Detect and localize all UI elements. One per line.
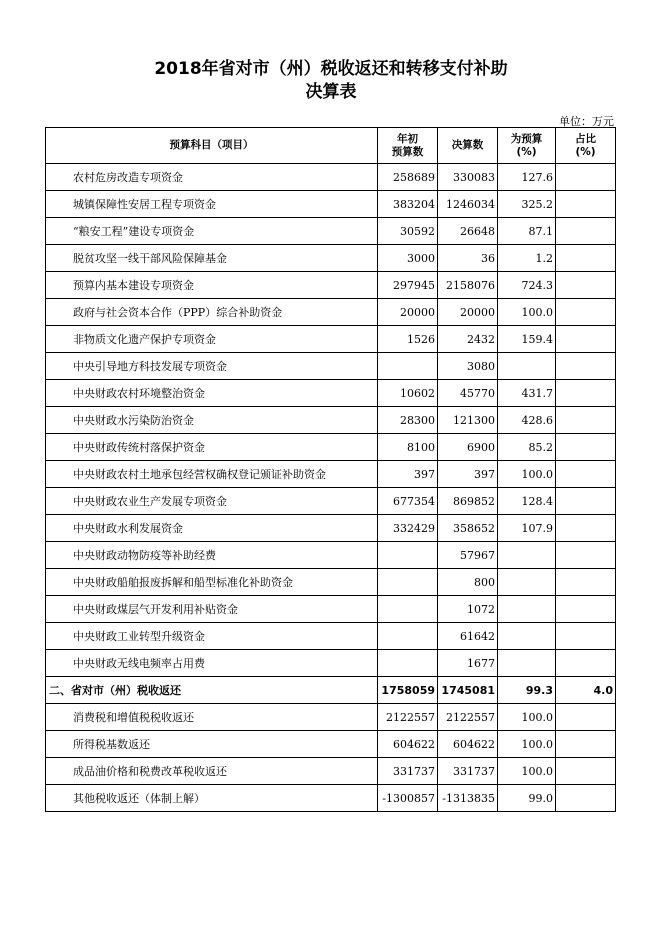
row-item-name: 成品油价格和税费改革税收返还 bbox=[46, 758, 378, 785]
row-budget: 30592 bbox=[378, 218, 438, 245]
table-row bbox=[46, 515, 616, 542]
row-item-name: 中央财政工业转型升级资金 bbox=[46, 623, 378, 650]
table-row bbox=[46, 677, 616, 704]
header-share-line1: 占比 bbox=[575, 132, 596, 145]
row-final: 121300 bbox=[438, 407, 498, 434]
table-row bbox=[46, 407, 616, 434]
row-budget bbox=[378, 596, 438, 623]
row-budget: 383204 bbox=[378, 191, 438, 218]
row-share bbox=[556, 218, 616, 245]
row-ratio: 325.2 bbox=[498, 191, 556, 218]
row-budget: 297945 bbox=[378, 272, 438, 299]
row-final: 20000 bbox=[438, 299, 498, 326]
row-final: 800 bbox=[438, 569, 498, 596]
row-share bbox=[556, 299, 616, 326]
row-ratio bbox=[498, 542, 556, 569]
table-row bbox=[46, 272, 616, 299]
row-share bbox=[556, 407, 616, 434]
row-share bbox=[556, 704, 616, 731]
row-ratio: 1.2 bbox=[498, 245, 556, 272]
header-ratio-line1: 为预算 bbox=[510, 132, 543, 145]
row-ratio: 100.0 bbox=[498, 299, 556, 326]
row-item-name: “粮安工程”建设专项资金 bbox=[46, 218, 378, 245]
row-final: 331737 bbox=[438, 758, 498, 785]
row-share bbox=[556, 785, 616, 812]
table-row bbox=[46, 569, 616, 596]
table-row bbox=[46, 191, 616, 218]
table-row bbox=[46, 650, 616, 677]
row-item-name: 中央财政水污染防治资金 bbox=[46, 407, 378, 434]
row-final: 1072 bbox=[438, 596, 498, 623]
row-final: 26648 bbox=[438, 218, 498, 245]
row-share bbox=[556, 461, 616, 488]
row-ratio: 99.0 bbox=[498, 785, 556, 812]
row-final: 1677 bbox=[438, 650, 498, 677]
row-final: 2432 bbox=[438, 326, 498, 353]
page-title: 2018年省对市（州）税收返还和转移支付补助 bbox=[154, 59, 508, 79]
row-share bbox=[556, 272, 616, 299]
row-item-name: 二、省对市（州）税收返还 bbox=[46, 677, 378, 704]
row-item-name: 中央财政船舶报废拆解和船型标准化补助资金 bbox=[46, 569, 378, 596]
row-item-name: 中央财政无线电频率占用费 bbox=[46, 650, 378, 677]
row-share bbox=[556, 596, 616, 623]
row-item-name: 中央财政农村环境整治资金 bbox=[46, 380, 378, 407]
row-item-name: 非物质文化遗产保护专项资金 bbox=[46, 326, 378, 353]
row-ratio: 85.2 bbox=[498, 434, 556, 461]
header-share bbox=[556, 128, 616, 164]
row-ratio bbox=[498, 596, 556, 623]
table-row bbox=[46, 542, 616, 569]
row-budget: 258689 bbox=[378, 164, 438, 191]
row-final: 61642 bbox=[438, 623, 498, 650]
row-ratio: 431.7 bbox=[498, 380, 556, 407]
row-share: 4.0 bbox=[556, 677, 616, 704]
table-row bbox=[46, 596, 616, 623]
row-budget bbox=[378, 542, 438, 569]
row-budget: 2122557 bbox=[378, 704, 438, 731]
row-final: 2158076 bbox=[438, 272, 498, 299]
row-budget: 1526 bbox=[378, 326, 438, 353]
row-budget: 10602 bbox=[378, 380, 438, 407]
row-budget: 28300 bbox=[378, 407, 438, 434]
table-row bbox=[46, 218, 616, 245]
row-budget: -1300857 bbox=[378, 785, 438, 812]
row-item-name: 中央财政煤层气开发利用补贴资金 bbox=[46, 596, 378, 623]
row-share bbox=[556, 326, 616, 353]
page-subtitle: 决算表 bbox=[305, 82, 357, 102]
row-share bbox=[556, 434, 616, 461]
header-final: 决算数 bbox=[438, 128, 498, 164]
row-final: 869852 bbox=[438, 488, 498, 515]
row-final: -1313835 bbox=[438, 785, 498, 812]
row-budget bbox=[378, 650, 438, 677]
row-budget bbox=[378, 353, 438, 380]
row-final: 45770 bbox=[438, 380, 498, 407]
row-ratio bbox=[498, 353, 556, 380]
row-ratio bbox=[498, 569, 556, 596]
row-ratio: 100.0 bbox=[498, 758, 556, 785]
row-share bbox=[556, 380, 616, 407]
row-budget: 3000 bbox=[378, 245, 438, 272]
row-item-name: 其他税收返还（体制上解） bbox=[46, 785, 378, 812]
table-row bbox=[46, 704, 616, 731]
row-budget: 1758059 bbox=[378, 677, 438, 704]
row-final: 604622 bbox=[438, 731, 498, 758]
table-row bbox=[46, 353, 616, 380]
table-row bbox=[46, 434, 616, 461]
row-final: 57967 bbox=[438, 542, 498, 569]
table-row bbox=[46, 623, 616, 650]
header-ratio-line2: (%) bbox=[516, 145, 537, 158]
table-row bbox=[46, 488, 616, 515]
row-ratio bbox=[498, 650, 556, 677]
table-row bbox=[46, 785, 616, 812]
row-share bbox=[556, 164, 616, 191]
header-budget-line2: 预算数 bbox=[391, 145, 424, 158]
unit-label: 单位：万元 bbox=[559, 115, 614, 128]
row-item-name: 政府与社会资本合作（PPP）综合补助资金 bbox=[46, 299, 378, 326]
row-final: 330083 bbox=[438, 164, 498, 191]
row-ratio: 724.3 bbox=[498, 272, 556, 299]
row-share bbox=[556, 515, 616, 542]
row-budget: 20000 bbox=[378, 299, 438, 326]
row-item-name: 中央财政水利发展资金 bbox=[46, 515, 378, 542]
table-header-row bbox=[46, 128, 616, 164]
row-budget: 677354 bbox=[378, 488, 438, 515]
row-ratio: 100.0 bbox=[498, 461, 556, 488]
row-item-name: 消费税和增值税税收返还 bbox=[46, 704, 378, 731]
row-share bbox=[556, 245, 616, 272]
row-item-name: 农村危房改造专项资金 bbox=[46, 164, 378, 191]
table-row bbox=[46, 461, 616, 488]
row-final: 1745081 bbox=[438, 677, 498, 704]
header-budget bbox=[378, 128, 438, 164]
row-budget bbox=[378, 623, 438, 650]
row-final: 2122557 bbox=[438, 704, 498, 731]
header-budget-line1: 年初 bbox=[397, 132, 418, 145]
table-row bbox=[46, 758, 616, 785]
row-item-name: 脱贫攻坚一线干部风险保障基金 bbox=[46, 245, 378, 272]
row-final: 6900 bbox=[438, 434, 498, 461]
row-share bbox=[556, 542, 616, 569]
row-item-name: 城镇保障性安居工程专项资金 bbox=[46, 191, 378, 218]
row-final: 3080 bbox=[438, 353, 498, 380]
row-final: 36 bbox=[438, 245, 498, 272]
row-share bbox=[556, 353, 616, 380]
row-final: 358652 bbox=[438, 515, 498, 542]
header-ratio bbox=[498, 128, 556, 164]
row-budget: 332429 bbox=[378, 515, 438, 542]
row-ratio: 100.0 bbox=[498, 704, 556, 731]
row-ratio: 127.6 bbox=[498, 164, 556, 191]
row-item-name: 中央财政动物防疫等补助经费 bbox=[46, 542, 378, 569]
header-share-line2: (%) bbox=[575, 145, 596, 158]
row-ratio: 87.1 bbox=[498, 218, 556, 245]
row-ratio: 99.3 bbox=[498, 677, 556, 704]
row-final: 1246034 bbox=[438, 191, 498, 218]
row-share bbox=[556, 650, 616, 677]
row-item-name: 中央财政农村土地承包经营权确权登记颁证补助资金 bbox=[46, 461, 378, 488]
row-budget: 331737 bbox=[378, 758, 438, 785]
table-row bbox=[46, 380, 616, 407]
row-item-name: 中央财政传统村落保护资金 bbox=[46, 434, 378, 461]
row-budget: 8100 bbox=[378, 434, 438, 461]
row-item-name: 中央财政农业生产发展专项资金 bbox=[46, 488, 378, 515]
row-item-name: 所得税基数返还 bbox=[46, 731, 378, 758]
row-ratio: 107.9 bbox=[498, 515, 556, 542]
row-budget: 604622 bbox=[378, 731, 438, 758]
table-row bbox=[46, 731, 616, 758]
row-share bbox=[556, 191, 616, 218]
row-share bbox=[556, 758, 616, 785]
table-row bbox=[46, 164, 616, 191]
row-budget: 397 bbox=[378, 461, 438, 488]
table-row bbox=[46, 299, 616, 326]
budget-table bbox=[45, 127, 616, 812]
row-ratio: 428.6 bbox=[498, 407, 556, 434]
table-row bbox=[46, 326, 616, 353]
row-item-name: 预算内基本建设专项资金 bbox=[46, 272, 378, 299]
row-share bbox=[556, 569, 616, 596]
row-share bbox=[556, 731, 616, 758]
row-item-name: 中央引导地方科技发展专项资金 bbox=[46, 353, 378, 380]
header-item: 预算科目（项目） bbox=[46, 128, 378, 164]
row-ratio bbox=[498, 623, 556, 650]
row-ratio: 159.4 bbox=[498, 326, 556, 353]
row-final: 397 bbox=[438, 461, 498, 488]
row-ratio: 100.0 bbox=[498, 731, 556, 758]
row-ratio: 128.4 bbox=[498, 488, 556, 515]
row-share bbox=[556, 488, 616, 515]
table-row bbox=[46, 245, 616, 272]
row-share bbox=[556, 623, 616, 650]
row-budget bbox=[378, 569, 438, 596]
